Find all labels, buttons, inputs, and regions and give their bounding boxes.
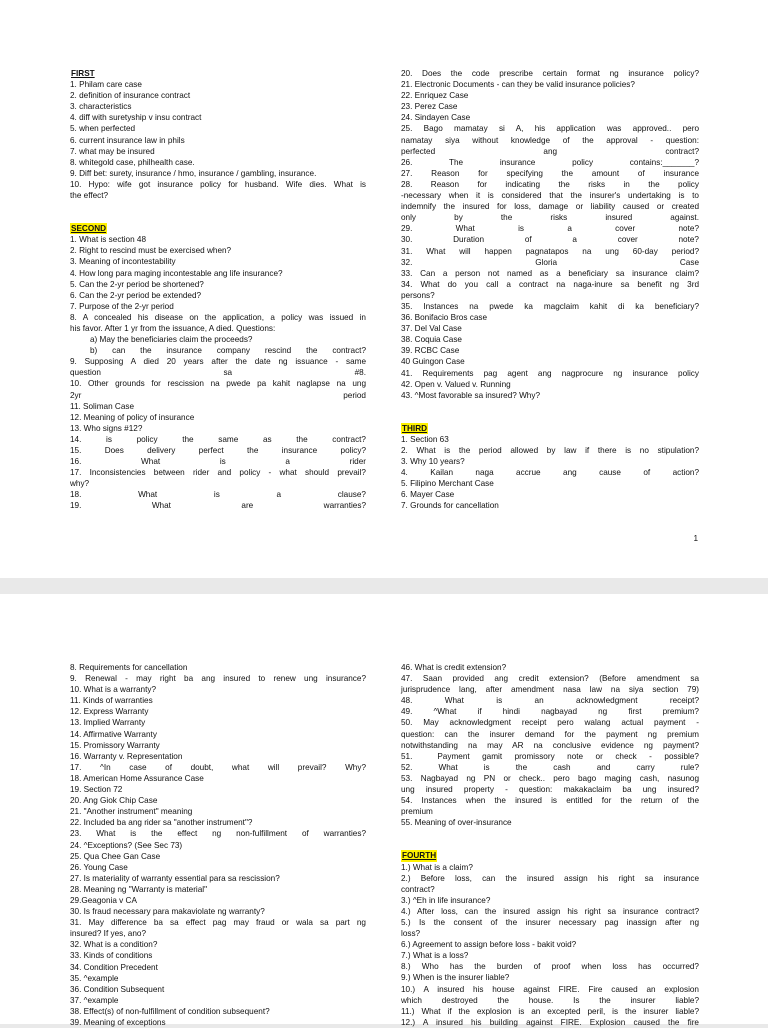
list-item: 2yr period xyxy=(70,390,366,400)
list-item: 19. Section 72 xyxy=(70,785,123,795)
list-item: 8.) Who has the burden of proof when loss has occurred? xyxy=(401,962,699,972)
list-item: 48. What is an acknowledgment receipt? xyxy=(401,696,699,706)
page-number: 1 xyxy=(693,534,698,543)
list-item: 8. whitegold case, philhealth case. xyxy=(70,157,195,167)
section-heading xyxy=(70,223,366,234)
list-item: 33. Can a person not named as a beneficiary sa insurance claim? xyxy=(401,268,699,278)
list-item: -necessary when it is considered that the insurer's undertaking is to xyxy=(401,191,699,201)
list-item: 1. What is section 48 xyxy=(70,235,146,245)
list-item: 8. Requirements for cancellation xyxy=(70,663,188,672)
list-item: 7. Purpose of the 2-yr period xyxy=(70,301,174,311)
list-item: 14. Affirmative Warranty xyxy=(70,729,157,739)
list-item: insured? If yes, ano? xyxy=(70,929,147,939)
list-item: 25. Qua Chee Gan Case xyxy=(70,851,161,861)
list-item: 26. Young Case xyxy=(70,862,128,872)
list-item: 18. American Home Assurance Case xyxy=(70,773,204,783)
list-item: 11. Soliman Case xyxy=(70,401,135,411)
list-item: 32. What is a condition? xyxy=(70,940,158,950)
list-item: 40 Guingon Case xyxy=(401,357,465,367)
list-item: the effect? xyxy=(70,191,109,201)
list-item: b) can the insurance company rescind the contract? xyxy=(90,346,366,356)
list-item: 3. Meaning of incontestability xyxy=(70,257,176,267)
list-item: 22. Enriquez Case xyxy=(401,91,469,101)
section-heading-label: FIRST xyxy=(71,69,95,78)
list-item: 1. Section 63 xyxy=(401,434,449,444)
list-item: 47. Saan provided ang credit extension? (Before amendment sa xyxy=(401,674,699,684)
list-item: 10. Hypo: wife got insurance policy for husband. Wife dies. What is xyxy=(70,179,366,189)
list-item: 2.) Before loss, can the insured assign his right sa insurance xyxy=(401,873,699,883)
list-item: 1. Philam care case xyxy=(70,80,142,90)
list-item: 29. What is a cover note? xyxy=(401,224,699,234)
list-item: 12. Meaning of policy of insurance xyxy=(70,412,195,422)
list-item: 29.Geagonia v CA xyxy=(70,895,137,905)
list-item: 4. Kailan naga accrue ang cause of action? xyxy=(401,468,699,478)
list-item: notwithstanding na may AR na conclusive evidence ng payment? xyxy=(401,740,699,750)
list-item: 50. May acknowledgment receipt pero walang actual payment - xyxy=(401,718,699,728)
list-item: 13. Implied Warranty xyxy=(70,718,146,728)
list-item: 8. A concealed his disease on the application, a policy was issued in xyxy=(70,312,366,322)
list-item: 11.) What if the explosion is an excepted peril, is the insurer liable? xyxy=(401,1006,699,1016)
list-item: 21. Electronic Documents - can they be valid insurance policies? xyxy=(401,80,635,90)
list-item: 6. current insurance law in phils xyxy=(70,135,185,145)
list-item: 13. Who signs #12? xyxy=(70,423,143,433)
list-item: 28. Meaning ng "Warranty is material" xyxy=(70,884,208,894)
list-item: his favor. After 1 yr from the issuance, A died. Questions: xyxy=(70,323,276,333)
list-item: 37. ^example xyxy=(70,995,119,1005)
list-item: 7. what may be insured xyxy=(70,146,155,156)
list-item: 42. Open v. Valued v. Running xyxy=(401,379,511,389)
section-heading xyxy=(70,68,366,79)
list-item: 7.) What is a loss? xyxy=(401,951,469,961)
list-item: 17. Inconsistencies between rider and policy - what should prevail? xyxy=(70,468,366,478)
list-item: 7. Grounds for cancellation xyxy=(401,501,499,511)
list-item: 5. Filipino Merchant Case xyxy=(401,479,494,489)
page1-left-column xyxy=(70,68,366,512)
list-item: question: can the insurer demand for the payment ng premium xyxy=(401,729,699,739)
list-item: 24. Sindayen Case xyxy=(401,113,471,123)
list-item: 46. What is credit extension? xyxy=(401,663,507,672)
list-item: 4. How long para maging incontestable ang life insurance? xyxy=(70,268,283,278)
list-item: 5. Can the 2-yr period be shortened? xyxy=(70,279,204,289)
list-item: which destroyed the house. Is the insurer liable? xyxy=(401,995,699,1005)
list-item: premium xyxy=(401,807,433,817)
list-item: 4.) After loss, can the insured assign his right sa insurance contract? xyxy=(401,906,699,916)
list-item: indemnify the insured for loss, damage or liability caused or created xyxy=(401,202,699,212)
list-item: 36. Bonifacio Bros case xyxy=(401,313,488,323)
list-item: 22. Included ba ang rider sa "another instrument"? xyxy=(70,818,253,828)
list-item: only by the risks insured against. xyxy=(401,213,699,223)
list-item: 24. ^Exceptions? (See Sec 73) xyxy=(70,840,183,850)
list-item: why? xyxy=(70,479,90,489)
list-item: 38. Coquia Case xyxy=(401,335,462,345)
list-item: 19. What are warranties? xyxy=(70,501,366,511)
spacer xyxy=(70,201,366,223)
list-item: 35. Instances na pwede ka magclaim kahit di ka beneficiary? xyxy=(401,301,699,311)
list-item: 16. Warranty v. Representation xyxy=(70,751,183,761)
list-item: 16. What is a rider xyxy=(70,457,366,467)
list-item: 3. characteristics xyxy=(70,102,132,112)
list-item: 36. Condition Subsequent xyxy=(70,984,165,994)
list-item: 15. Promissory Warranty xyxy=(70,740,160,750)
list-item: 51. Payment gamit promissory note or check - possible? xyxy=(401,751,699,761)
list-item: 20. Does the code prescribe certain format ng insurance policy? xyxy=(401,69,699,78)
section-heading-label: FOURTH xyxy=(402,851,437,861)
list-item: 9. Diff bet: surety, insurance / hmo, insurance / gambling, insurance. xyxy=(70,168,317,178)
list-item: 2. Right to rescind must be exercised when? xyxy=(70,246,232,256)
list-item: 28. Reason for indicating the risks in the policy xyxy=(401,179,699,189)
list-item: 1.) What is a claim? xyxy=(401,862,473,872)
list-item: 10.) A insured his house against FIRE. Fire caused an explosion xyxy=(401,984,699,994)
list-item: 27. Is materiality of warranty essential para sa rescission? xyxy=(70,873,280,883)
list-item: 32. Gloria Case xyxy=(401,257,699,267)
list-item: 5.) Is the consent of the insurer necessary pag inassign after ng xyxy=(401,917,699,927)
list-item: 20. Ang Giok Chip Case xyxy=(70,796,158,806)
list-item: 12.) A insured his building against FIRE. Explosion caused the fire xyxy=(401,1017,699,1027)
list-item: 6. Mayer Case xyxy=(401,490,455,500)
list-item: 39. Meaning of exceptions xyxy=(70,1018,166,1027)
section-heading-label: THIRD xyxy=(402,423,428,433)
list-item: 6. Can the 2-yr period be extended? xyxy=(70,290,202,300)
list-item: loss? xyxy=(401,929,421,939)
list-item: 2. definition of insurance contract xyxy=(70,91,191,101)
list-item: 18. What is a clause? xyxy=(70,490,366,500)
list-item: 37. Del Val Case xyxy=(401,324,462,334)
section-heading-label: SECOND xyxy=(71,224,107,234)
section-heading xyxy=(401,850,699,861)
list-item: 5. when perfected xyxy=(70,124,136,134)
list-item: persons? xyxy=(401,290,435,300)
list-item: 52. What is the cash and carry rule? xyxy=(401,762,699,772)
list-item: a) May the beneficiaries claim the proceeds? xyxy=(90,335,253,345)
list-item: 26. The insurance policy contains:_______? xyxy=(401,157,699,167)
list-item: 30. Duration of a cover note? xyxy=(401,235,699,245)
list-item: 6.) Agreement to assign before loss - bakit void? xyxy=(401,940,577,950)
list-item: perfected ang contract? xyxy=(401,146,699,156)
list-item: 38. Effect(s) of non-fulfillment of condition subsequent? xyxy=(70,1006,270,1016)
list-item: 23. Perez Case xyxy=(401,102,458,112)
document-page-2 xyxy=(0,594,768,1027)
list-item: 31. What will happen pagnatapos na ung 60-day period? xyxy=(401,246,699,256)
list-item: 17. ^In case of doubt, what will prevail? Why? xyxy=(70,762,366,772)
list-item: 21. "Another instrument" meaning xyxy=(70,807,193,817)
list-item: 30. Is fraud necessary para makaviolate ng warranty? xyxy=(70,907,265,917)
list-item: 2. What is the period allowed by law if there is no stipulation? xyxy=(401,446,699,455)
page2-right-column xyxy=(401,662,699,1028)
list-item: 25. Bago mamatay si A, his application was approved.. pero xyxy=(401,124,699,134)
list-item: 53. Nagbayad ng PN or check.. pero bago maging cash, nasunog xyxy=(401,773,699,783)
list-item: 10. What is a warranty? xyxy=(70,685,157,695)
page2-left-column xyxy=(70,662,366,1028)
list-item: 39. RCBC Case xyxy=(401,346,460,356)
list-item: 49. ^What if hindi nagbayad ng first premium? xyxy=(401,707,699,717)
list-item: 41. Requirements pag agent ang nagprocure ng insurance policy xyxy=(401,368,699,378)
list-item: 9.) When is the insurer liable? xyxy=(401,973,510,983)
spacer xyxy=(401,401,699,423)
list-item: 23. What is the effect ng non-fulfillment of warranties? xyxy=(70,829,366,839)
list-item: 4. diff with suretyship v insu contract xyxy=(70,113,202,123)
list-item: 10. Other grounds for rescission na pwede pa kahit naglapse na ung xyxy=(70,379,366,389)
list-item: 43. ^Most favorable sa insured? Why? xyxy=(401,390,541,400)
list-item: 31. May difference ba sa effect pag may fraud or wala sa part ng xyxy=(70,918,366,928)
list-item: question sa #8. xyxy=(70,368,366,378)
section-heading xyxy=(401,423,699,434)
list-item: 54. Instances when the insured is entitled for the return of the xyxy=(401,796,699,806)
list-item: 55. Meaning of over-insurance xyxy=(401,818,512,828)
list-item: 11. Kinds of warranties xyxy=(70,696,153,706)
list-item: 14. is policy the same as the contract? xyxy=(70,434,366,444)
list-item: 27. Reason for specifying the amount of insurance xyxy=(401,168,699,178)
spacer xyxy=(401,828,699,850)
page1-right-column xyxy=(401,68,699,512)
list-item: 35. ^example xyxy=(70,973,119,983)
list-item: 9. Supposing A died 20 years after the date ng issuance - same xyxy=(70,357,366,367)
list-item: jurisprudence lang, after amendment nasa law na siya section 79) xyxy=(401,685,699,695)
list-item: namatay siya without knowledge of the approval - question: xyxy=(401,135,699,145)
list-item: 9. Renewal - may right ba ang insured to renew ung insurance? xyxy=(70,674,366,684)
list-item: 3.) ^Eh in life insurance? xyxy=(401,895,491,905)
list-item: contract? xyxy=(401,884,435,894)
list-item: 12. Express Warranty xyxy=(70,707,149,717)
list-item: ung insured property - question: makakaclaim ba ung insured? xyxy=(401,785,699,795)
list-item: 33. Kinds of conditions xyxy=(70,951,153,961)
list-item: 34. What do you call a contract na naga-inure sa benefit ng 3rd xyxy=(401,279,699,289)
list-item: 15. Does delivery perfect the insurance policy? xyxy=(70,446,366,455)
list-item: 34. Condition Precedent xyxy=(70,962,158,972)
list-item: 3. Why 10 years? xyxy=(401,457,465,467)
